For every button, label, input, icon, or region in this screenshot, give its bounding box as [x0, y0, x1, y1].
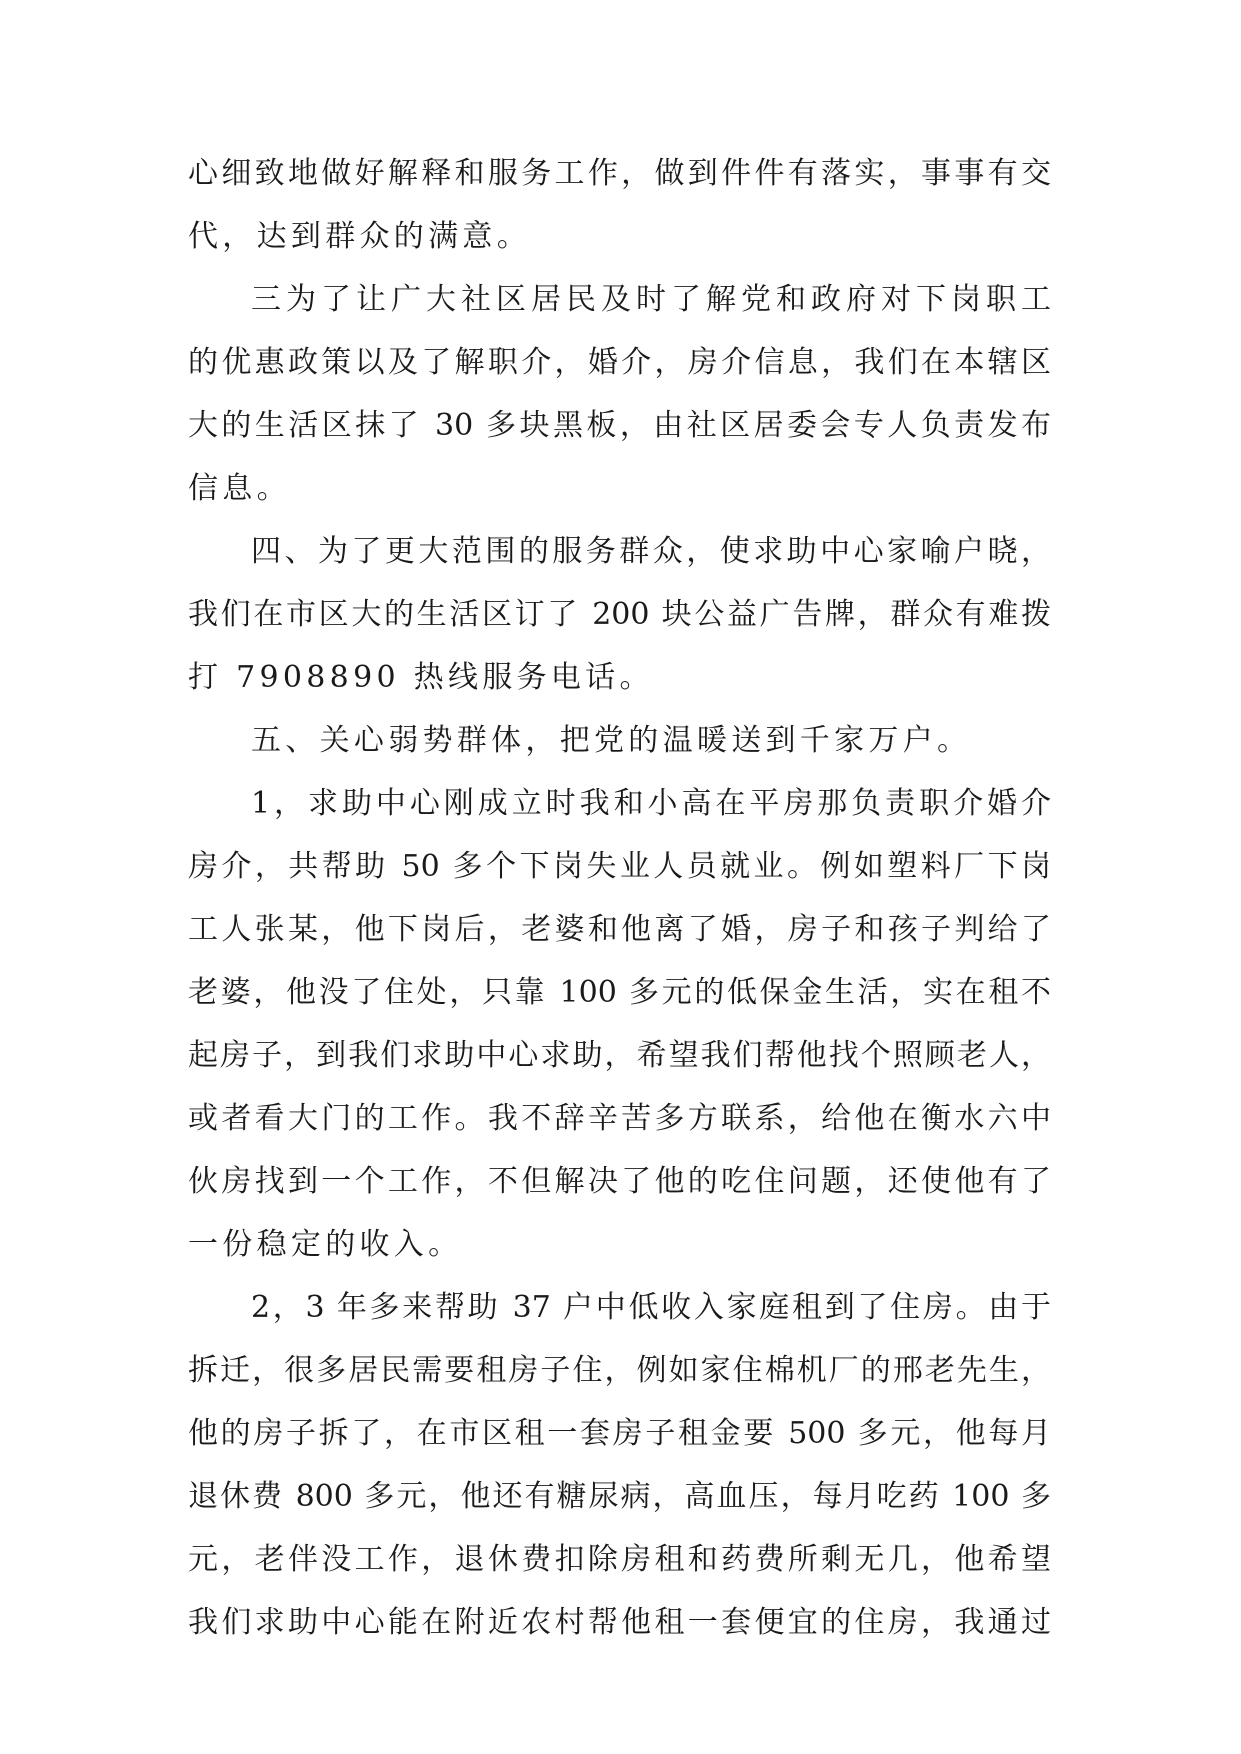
text-line: 工人张某，他下岗后，老婆和他离了婚，房子和孩子判给了: [188, 912, 1051, 947]
text-line: 代，达到群众的满意。: [188, 219, 531, 254]
text-line: 打 7908890 热线服务电话。: [188, 660, 654, 695]
text-line: 我们求助中心能在附近农村帮他租一套便宜的住房，我通过: [188, 1605, 1051, 1640]
paragraph-start-line: 2，3 年多来帮助 37 户中低收入家庭租到了住房。由于: [251, 1290, 1051, 1325]
text-line: 元，老伴没工作，退休费扣除房租和药费所剩无几，他希望: [188, 1542, 1051, 1577]
text-line: 或者看大门的工作。我不辞辛苦多方联系，给他在衡水六中: [188, 1101, 1051, 1136]
text-line: 起房子，到我们求助中心求助，希望我们帮他找个照顾老人，: [188, 1038, 1051, 1073]
paragraph-start-line: 五、关心弱势群体，把党的温暖送到千家万户。: [251, 723, 972, 758]
paragraph-start-line: 四、为了更大范围的服务群众，使求助中心家喻户晓，: [251, 534, 1051, 569]
text-line: 大的生活区抹了 30 多块黑板，由社区居委会专人负责发布: [188, 408, 1051, 443]
text-line: 我们在市区大的生活区订了 200 块公益广告牌，群众有难拨: [188, 597, 1051, 632]
paragraph-start-line: 三为了让广大社区居民及时了解党和政府对下岗职工: [251, 282, 1051, 317]
text-line: 他的房子拆了，在市区租一套房子租金要 500 多元，他每月: [188, 1416, 1051, 1451]
text-line: 老婆，他没了住处，只靠 100 多元的低保金生活，实在租不: [188, 975, 1051, 1010]
text-line: 伙房找到一个工作，不但解决了他的吃住问题，还使他有了: [188, 1164, 1051, 1199]
body-text: [188, 142, 1051, 1654]
text-line: 拆迁，很多居民需要租房子住，例如家住棉机厂的邢老先生，: [188, 1353, 1051, 1388]
text-line: 信息。: [188, 471, 291, 506]
text-line: 的优惠政策以及了解职介，婚介，房介信息，我们在本辖区: [188, 345, 1051, 380]
paragraph-start-line: 1，求助中心刚成立时我和小高在平房那负责职介婚介: [251, 786, 1051, 821]
text-line: 心细致地做好解释和服务工作，做到件件有落实，事事有交: [188, 156, 1051, 191]
text-line: 退休费 800 多元，他还有糖尿病，高血压，每月吃药 100 多: [188, 1479, 1051, 1514]
text-line: 一份稳定的收入。: [188, 1227, 463, 1262]
text-line: 房介，共帮助 50 多个下岗失业人员就业。例如塑料厂下岗: [188, 849, 1051, 884]
